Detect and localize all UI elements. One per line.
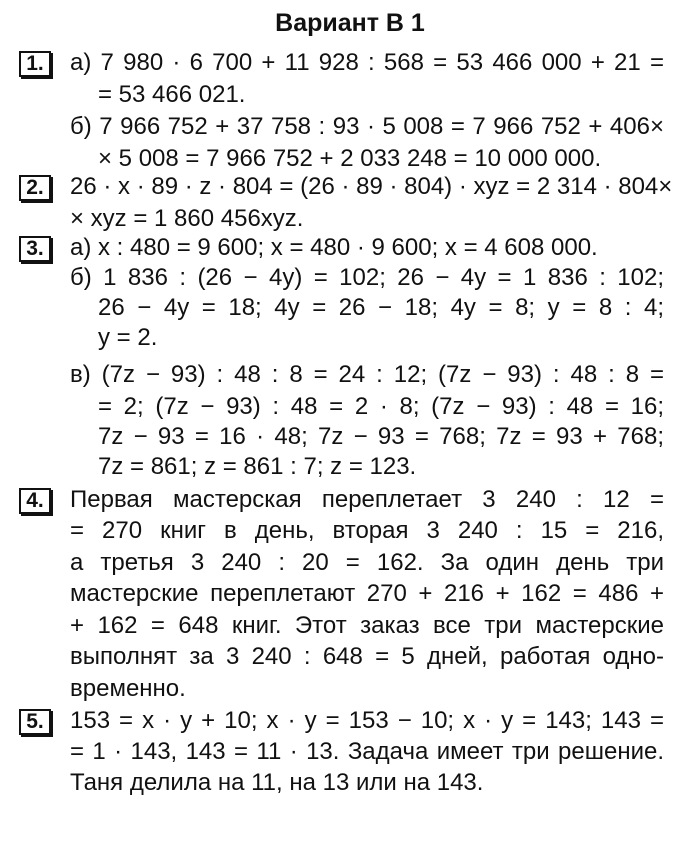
problem-2-line-1: 26 · x · 89 · z · 804 = (26 · 89 · 804) · xyz = 2 314 · 804× <box>70 173 673 200</box>
problem-1-line-2: = 53 466 021. <box>98 81 246 108</box>
problem-3-line-1: а) x : 480 = 9 600; x = 480 · 9 600; x = 4 608 000. <box>70 234 598 261</box>
problem-number-5: 5. <box>19 709 51 735</box>
problem-5-line-3: Таня делила на 11, на 13 или на 143. <box>70 769 484 796</box>
problem-3-line-8: 7z = 861; z = 861 : 7; z = 123. <box>98 453 417 480</box>
problem-4-line-2: = 270 книг в день, вторая 3 240 : 15 = 216, <box>70 517 664 544</box>
problem-5-line-2: = 1 · 143, 143 = 11 · 13. Задача имеет три решение. <box>70 738 664 765</box>
problem-5-line-1: 153 = x · y + 10; x · y = 153 − 10; x · y = 143; 143 = <box>70 707 664 734</box>
problem-4-line-1: Первая мастерская переплетает 3 240 : 12 = <box>70 486 664 513</box>
problem-3-line-6: = 2; (7z − 93) : 48 = 2 · 8; (7z − 93) : 48 = 16; <box>98 393 664 420</box>
problem-3-line-7: 7z − 93 = 16 · 48; 7z − 93 = 768; 7z = 93 + 768; <box>98 423 664 450</box>
problem-3-line-4: y = 2. <box>98 324 158 351</box>
problem-1-line-1: а) 7 980 · 6 700 + 11 928 : 568 = 53 466 000 + 21 = <box>70 49 664 76</box>
problem-4-line-4: мастерские переплетают 270 + 216 + 162 = 486 + <box>70 580 664 607</box>
problem-4-line-6: выполнят за 3 240 : 648 = 5 дней, работая одно- <box>70 643 664 670</box>
problem-number-2: 2. <box>19 175 51 201</box>
problem-number-1: 1. <box>19 51 51 77</box>
problem-number-3: 3. <box>19 236 51 262</box>
problem-2-line-2: × xyz = 1 860 456xyz. <box>70 205 304 232</box>
problem-number-4: 4. <box>19 488 51 514</box>
problem-3-line-3: 26 − 4y = 18; 4y = 26 − 18; 4y = 8; y = 8 : 4; <box>98 294 664 321</box>
problem-4-line-3: а третья 3 240 : 20 = 162. За один день три <box>70 549 664 576</box>
problem-1-line-3: б) 7 966 752 + 37 758 : 93 · 5 008 = 7 966 752 + 406× <box>70 113 664 140</box>
page-title: Вариант В 1 <box>275 9 425 37</box>
problem-1-line-4: × 5 008 = 7 966 752 + 2 033 248 = 10 000 000. <box>98 145 602 172</box>
problem-4-line-7: временно. <box>70 675 186 702</box>
problem-3-line-5: в) (7z − 93) : 48 : 8 = 24 : 12; (7z − 93) : 48 : 8 = <box>70 361 664 388</box>
problem-3-line-2: б) 1 836 : (26 − 4y) = 102; 26 − 4y = 1 836 : 102; <box>70 264 664 291</box>
problem-4-line-5: + 162 = 648 книг. Этот заказ все три мастерские <box>70 612 664 639</box>
